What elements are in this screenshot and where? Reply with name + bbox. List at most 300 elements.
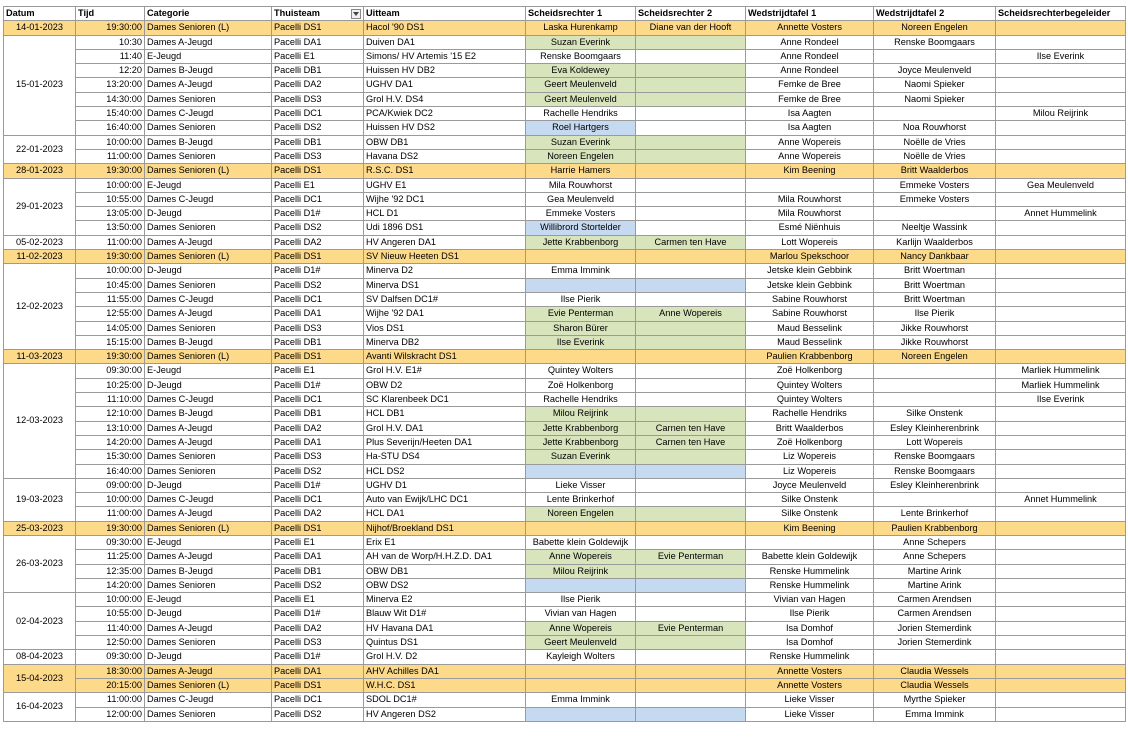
cell-scheidsrechter-2[interactable]: Carnen ten Have (636, 435, 746, 449)
cell-scheidsrechter-2[interactable]: Evie Penterman (636, 621, 746, 635)
cell-scheidsrechterbegeleider[interactable] (996, 550, 1126, 564)
cell-thuisteam[interactable]: Pacelli DS3 (272, 149, 364, 163)
cell-scheidsrechterbegeleider[interactable] (996, 636, 1126, 650)
cell-scheidsrechter-1[interactable]: Zoë Holkenborg (526, 378, 636, 392)
cell-uitteam[interactable]: Havana DS2 (364, 149, 526, 163)
cell-wedstrijdtafel-2[interactable] (874, 393, 996, 407)
cell-wedstrijdtafel-1[interactable]: Liz Wopereis (746, 464, 874, 478)
cell-scheidsrechterbegeleider[interactable] (996, 621, 1126, 635)
cell-scheidsrechter-1[interactable]: Suzan Everink (526, 450, 636, 464)
cell-wedstrijdtafel-1[interactable]: Paulien Krabbenborg (746, 350, 874, 364)
cell-scheidsrechter-1[interactable]: Kayleigh Wolters (526, 650, 636, 664)
cell-scheidsrechter-2[interactable] (636, 478, 746, 492)
cell-scheidsrechterbegeleider[interactable] (996, 450, 1126, 464)
cell-categorie[interactable]: Dames A-Jeugd (145, 307, 272, 321)
header-scheidsrechterbegeleider[interactable]: Scheidsrechterbegeleider (996, 7, 1126, 21)
cell-scheidsrechter-1[interactable]: Babette klein Goldewijk (526, 535, 636, 549)
cell-scheidsrechterbegeleider[interactable] (996, 435, 1126, 449)
cell-scheidsrechter-2[interactable] (636, 221, 746, 235)
cell-tijd[interactable]: 12:50:00 (76, 636, 145, 650)
cell-uitteam[interactable]: SV Nieuw Heeten DS1 (364, 250, 526, 264)
cell-categorie[interactable]: Dames A-Jeugd (145, 35, 272, 49)
cell-thuisteam[interactable]: Pacelli E1 (272, 535, 364, 549)
cell-uitteam[interactable]: SC Klarenbeek DC1 (364, 393, 526, 407)
cell-scheidsrechterbegeleider[interactable] (996, 35, 1126, 49)
cell-thuisteam[interactable]: Pacelli DA2 (272, 507, 364, 521)
cell-thuisteam[interactable]: Pacelli D1# (272, 264, 364, 278)
cell-wedstrijdtafel-2[interactable]: Karlijn Waalderbos (874, 235, 996, 249)
cell-uitteam[interactable]: Nijhof/Broekland DS1 (364, 521, 526, 535)
cell-uitteam[interactable]: Ha-STU DS4 (364, 450, 526, 464)
cell-uitteam[interactable]: HV Angeren DA1 (364, 235, 526, 249)
cell-categorie[interactable]: D-Jeugd (145, 650, 272, 664)
cell-tijd[interactable]: 16:40:00 (76, 121, 145, 135)
cell-uitteam[interactable]: Udi 1896 DS1 (364, 221, 526, 235)
cell-tijd[interactable]: 11:40:00 (76, 621, 145, 635)
cell-tijd[interactable]: 10:30 (76, 35, 145, 49)
cell-scheidsrechterbegeleider[interactable] (996, 250, 1126, 264)
cell-wedstrijdtafel-1[interactable]: Sabine Rouwhorst (746, 307, 874, 321)
cell-scheidsrechter-2[interactable] (636, 578, 746, 592)
header-thuisteam[interactable] (272, 7, 364, 21)
cell-scheidsrechterbegeleider[interactable] (996, 507, 1126, 521)
cell-scheidsrechter-2[interactable] (636, 278, 746, 292)
cell-wedstrijdtafel-2[interactable]: Ilse Pierik (874, 307, 996, 321)
cell-scheidsrechter-2[interactable] (636, 378, 746, 392)
cell-wedstrijdtafel-1[interactable]: Femke de Bree (746, 92, 874, 106)
cell-wedstrijdtafel-2[interactable] (874, 107, 996, 121)
cell-scheidsrechter-1[interactable]: Mila Rouwhorst (526, 178, 636, 192)
cell-scheidsrechter-2[interactable] (636, 707, 746, 721)
cell-scheidsrechterbegeleider[interactable] (996, 264, 1126, 278)
cell-scheidsrechter-1[interactable]: Ilse Everink (526, 335, 636, 349)
cell-scheidsrechter-1[interactable] (526, 278, 636, 292)
cell-categorie[interactable]: D-Jeugd (145, 478, 272, 492)
cell-tijd[interactable]: 11:00:00 (76, 693, 145, 707)
cell-scheidsrechterbegeleider[interactable]: Marliek Hummelink (996, 378, 1126, 392)
cell-scheidsrechter-1[interactable] (526, 350, 636, 364)
cell-scheidsrechterbegeleider[interactable] (996, 135, 1126, 149)
cell-wedstrijdtafel-2[interactable]: Noreen Engelen (874, 350, 996, 364)
cell-uitteam[interactable]: HCL DB1 (364, 407, 526, 421)
cell-categorie[interactable]: D-Jeugd (145, 207, 272, 221)
cell-wedstrijdtafel-1[interactable]: Silke Onstenk (746, 493, 874, 507)
cell-scheidsrechterbegeleider[interactable] (996, 678, 1126, 692)
header-scheidsrechter-1[interactable]: Scheidsrechter 1 (526, 7, 636, 21)
cell-wedstrijdtafel-2[interactable]: Anne Schepers (874, 550, 996, 564)
cell-scheidsrechter-2[interactable] (636, 250, 746, 264)
cell-wedstrijdtafel-1[interactable]: Vivian van Hagen (746, 593, 874, 607)
cell-scheidsrechterbegeleider[interactable]: Annet Hummelink (996, 207, 1126, 221)
cell-categorie[interactable]: Dames Senioren (145, 464, 272, 478)
cell-uitteam[interactable]: Wijhe '92 DC1 (364, 192, 526, 206)
cell-uitteam[interactable]: OBW DB1 (364, 564, 526, 578)
cell-wedstrijdtafel-1[interactable]: Quintey Wolters (746, 393, 874, 407)
cell-scheidsrechter-1[interactable]: Ilse Pierik (526, 593, 636, 607)
cell-wedstrijdtafel-2[interactable]: Neeltje Wassink (874, 221, 996, 235)
cell-uitteam[interactable]: OBW DB1 (364, 135, 526, 149)
cell-tijd[interactable]: 14:30:00 (76, 92, 145, 106)
cell-scheidsrechter-2[interactable] (636, 678, 746, 692)
cell-tijd[interactable]: 10:00:00 (76, 493, 145, 507)
cell-wedstrijdtafel-1[interactable]: Isa Domhof (746, 636, 874, 650)
cell-thuisteam[interactable]: Pacelli DC1 (272, 107, 364, 121)
cell-uitteam[interactable]: Grol H.V. DS4 (364, 92, 526, 106)
cell-scheidsrechterbegeleider[interactable] (996, 407, 1126, 421)
cell-scheidsrechter-1[interactable]: Gea Meulenveld (526, 192, 636, 206)
cell-scheidsrechter-1[interactable]: Geert Meulenveld (526, 92, 636, 106)
cell-thuisteam[interactable]: Pacelli DS2 (272, 221, 364, 235)
cell-scheidsrechter-2[interactable] (636, 292, 746, 306)
cell-wedstrijdtafel-1[interactable]: Kim Beening (746, 164, 874, 178)
cell-scheidsrechter-1[interactable]: Emma Immink (526, 264, 636, 278)
cell-wedstrijdtafel-2[interactable]: Noa Rouwhorst (874, 121, 996, 135)
cell-wedstrijdtafel-1[interactable]: Annette Vosters (746, 664, 874, 678)
cell-wedstrijdtafel-2[interactable]: Lott Wopereis (874, 435, 996, 449)
cell-wedstrijdtafel-1[interactable]: Lieke Visser (746, 707, 874, 721)
cell-uitteam[interactable]: SDOL DC1# (364, 693, 526, 707)
cell-scheidsrechter-2[interactable] (636, 450, 746, 464)
cell-wedstrijdtafel-2[interactable]: Britt Woertman (874, 292, 996, 306)
cell-wedstrijdtafel-1[interactable]: Maud Besselink (746, 321, 874, 335)
cell-scheidsrechter-1[interactable]: Willibrord Stortelder (526, 221, 636, 235)
cell-wedstrijdtafel-1[interactable] (746, 178, 874, 192)
cell-scheidsrechterbegeleider[interactable]: Annet Hummelink (996, 493, 1126, 507)
cell-categorie[interactable]: Dames C-Jeugd (145, 107, 272, 121)
cell-thuisteam[interactable]: Pacelli E1 (272, 364, 364, 378)
cell-wedstrijdtafel-2[interactable]: Noëlle de Vries (874, 149, 996, 163)
cell-scheidsrechter-1[interactable]: Suzan Everink (526, 135, 636, 149)
cell-tijd[interactable]: 12:20 (76, 64, 145, 78)
cell-tijd[interactable]: 10:00:00 (76, 135, 145, 149)
cell-scheidsrechter-2[interactable] (636, 493, 746, 507)
cell-uitteam[interactable]: Quintus DS1 (364, 636, 526, 650)
cell-scheidsrechter-2[interactable]: Anne Wopereis (636, 307, 746, 321)
cell-categorie[interactable]: Dames C-Jeugd (145, 693, 272, 707)
cell-datum[interactable]: 08-04-2023 (4, 650, 76, 664)
cell-wedstrijdtafel-1[interactable]: Marlou Spekschoor (746, 250, 874, 264)
cell-uitteam[interactable]: Minerva E2 (364, 593, 526, 607)
cell-scheidsrechter-1[interactable]: Roel Hartgers (526, 121, 636, 135)
cell-tijd[interactable]: 14:20:00 (76, 578, 145, 592)
cell-scheidsrechter-2[interactable] (636, 207, 746, 221)
cell-uitteam[interactable]: HV Angeren DS2 (364, 707, 526, 721)
cell-uitteam[interactable]: HCL DA1 (364, 507, 526, 521)
cell-categorie[interactable]: Dames C-Jeugd (145, 393, 272, 407)
cell-scheidsrechterbegeleider[interactable] (996, 693, 1126, 707)
cell-scheidsrechter-2[interactable] (636, 464, 746, 478)
header-wedstrijdtafel-2[interactable]: Wedstrijdtafel 2 (874, 7, 996, 21)
cell-scheidsrechter-1[interactable]: Geert Meulenveld (526, 636, 636, 650)
cell-thuisteam[interactable]: Pacelli D1# (272, 207, 364, 221)
cell-scheidsrechterbegeleider[interactable] (996, 421, 1126, 435)
cell-wedstrijdtafel-2[interactable]: Esley Kleinherenbrink (874, 421, 996, 435)
cell-thuisteam[interactable]: Pacelli DS1 (272, 164, 364, 178)
cell-scheidsrechterbegeleider[interactable] (996, 78, 1126, 92)
cell-scheidsrechterbegeleider[interactable] (996, 221, 1126, 235)
cell-categorie[interactable]: Dames Senioren (L) (145, 250, 272, 264)
cell-categorie[interactable]: Dames Senioren (L) (145, 350, 272, 364)
cell-scheidsrechter-1[interactable]: Vivian van Hagen (526, 607, 636, 621)
cell-wedstrijdtafel-2[interactable] (874, 207, 996, 221)
cell-thuisteam[interactable]: Pacelli DC1 (272, 493, 364, 507)
cell-uitteam[interactable]: Plus Severijn/Heeten DA1 (364, 435, 526, 449)
cell-thuisteam[interactable]: Pacelli DS2 (272, 121, 364, 135)
cell-thuisteam[interactable]: Pacelli DS1 (272, 678, 364, 692)
cell-categorie[interactable]: Dames B-Jeugd (145, 335, 272, 349)
cell-thuisteam[interactable]: Pacelli D1# (272, 607, 364, 621)
cell-categorie[interactable]: Dames B-Jeugd (145, 407, 272, 421)
cell-scheidsrechter-2[interactable] (636, 350, 746, 364)
cell-scheidsrechterbegeleider[interactable] (996, 149, 1126, 163)
cell-thuisteam[interactable]: Pacelli DS3 (272, 636, 364, 650)
cell-wedstrijdtafel-1[interactable]: Kim Beening (746, 521, 874, 535)
cell-scheidsrechter-1[interactable]: Ilse Pierik (526, 292, 636, 306)
cell-wedstrijdtafel-1[interactable]: Liz Wopereis (746, 450, 874, 464)
cell-tijd[interactable]: 11:00:00 (76, 507, 145, 521)
cell-scheidsrechter-2[interactable] (636, 178, 746, 192)
cell-wedstrijdtafel-2[interactable]: Britt Waalderbos (874, 164, 996, 178)
cell-wedstrijdtafel-1[interactable]: Mila Rouwhorst (746, 207, 874, 221)
cell-wedstrijdtafel-1[interactable]: Anne Wopereis (746, 135, 874, 149)
cell-tijd[interactable]: 19:30:00 (76, 21, 145, 35)
cell-datum[interactable]: 12-02-2023 (4, 264, 76, 350)
cell-datum[interactable]: 26-03-2023 (4, 535, 76, 592)
cell-thuisteam[interactable]: Pacelli DB1 (272, 407, 364, 421)
cell-scheidsrechterbegeleider[interactable] (996, 121, 1126, 135)
cell-scheidsrechter-1[interactable]: Jette Krabbenborg (526, 235, 636, 249)
cell-scheidsrechterbegeleider[interactable] (996, 92, 1126, 106)
cell-scheidsrechter-2[interactable] (636, 393, 746, 407)
cell-scheidsrechter-2[interactable] (636, 64, 746, 78)
cell-scheidsrechter-1[interactable]: Anne Wopereis (526, 621, 636, 635)
cell-wedstrijdtafel-1[interactable]: Rachelle Hendriks (746, 407, 874, 421)
cell-wedstrijdtafel-2[interactable]: Carmen Arendsen (874, 593, 996, 607)
cell-datum[interactable]: 22-01-2023 (4, 135, 76, 164)
filter-dropdown-icon[interactable] (351, 9, 361, 19)
cell-categorie[interactable]: D-Jeugd (145, 264, 272, 278)
cell-categorie[interactable]: Dames Senioren (L) (145, 164, 272, 178)
cell-scheidsrechterbegeleider[interactable] (996, 650, 1126, 664)
cell-scheidsrechter-2[interactable] (636, 121, 746, 135)
cell-wedstrijdtafel-2[interactable]: Naomi Spieker (874, 92, 996, 106)
cell-wedstrijdtafel-1[interactable]: Jetske klein Gebbink (746, 264, 874, 278)
cell-scheidsrechter-1[interactable]: Lieke Visser (526, 478, 636, 492)
cell-uitteam[interactable]: UGHV DA1 (364, 78, 526, 92)
cell-wedstrijdtafel-2[interactable]: Joyce Meulenveld (874, 64, 996, 78)
cell-scheidsrechterbegeleider[interactable] (996, 593, 1126, 607)
cell-wedstrijdtafel-1[interactable]: Babette klein Goldewijk (746, 550, 874, 564)
cell-datum[interactable]: 12-03-2023 (4, 364, 76, 478)
cell-wedstrijdtafel-1[interactable]: Anne Rondeel (746, 35, 874, 49)
cell-uitteam[interactable]: Vios DS1 (364, 321, 526, 335)
cell-scheidsrechter-2[interactable] (636, 507, 746, 521)
cell-wedstrijdtafel-2[interactable]: Lente Brinkerhof (874, 507, 996, 521)
cell-datum[interactable]: 29-01-2023 (4, 178, 76, 235)
cell-scheidsrechterbegeleider[interactable] (996, 564, 1126, 578)
cell-uitteam[interactable]: PCA/Kwiek DC2 (364, 107, 526, 121)
cell-tijd[interactable]: 20:15:00 (76, 678, 145, 692)
cell-wedstrijdtafel-2[interactable]: Emmeke Vosters (874, 192, 996, 206)
cell-tijd[interactable]: 09:30:00 (76, 535, 145, 549)
cell-uitteam[interactable]: Avanti Wilskracht DS1 (364, 350, 526, 364)
cell-thuisteam[interactable]: Pacelli D1# (272, 478, 364, 492)
cell-wedstrijdtafel-1[interactable]: Esmé Niënhuis (746, 221, 874, 235)
cell-scheidsrechter-2[interactable] (636, 593, 746, 607)
cell-scheidsrechter-2[interactable] (636, 264, 746, 278)
cell-scheidsrechter-2[interactable] (636, 535, 746, 549)
cell-wedstrijdtafel-2[interactable]: Noëlle de Vries (874, 135, 996, 149)
cell-scheidsrechter-1[interactable]: Milou Reijrink (526, 564, 636, 578)
cell-categorie[interactable]: Dames Senioren (L) (145, 21, 272, 35)
cell-wedstrijdtafel-1[interactable]: Renske Hummelink (746, 650, 874, 664)
cell-datum[interactable]: 16-04-2023 (4, 693, 76, 722)
cell-scheidsrechter-1[interactable] (526, 578, 636, 592)
cell-thuisteam[interactable]: Pacelli E1 (272, 178, 364, 192)
cell-uitteam[interactable]: HCL DS2 (364, 464, 526, 478)
cell-uitteam[interactable]: Grol H.V. E1# (364, 364, 526, 378)
cell-thuisteam[interactable]: Pacelli DA1 (272, 35, 364, 49)
cell-scheidsrechter-1[interactable]: Noreen Engelen (526, 149, 636, 163)
cell-thuisteam[interactable]: Pacelli DC1 (272, 192, 364, 206)
cell-scheidsrechter-2[interactable] (636, 149, 746, 163)
cell-thuisteam[interactable]: Pacelli DA2 (272, 235, 364, 249)
cell-scheidsrechterbegeleider[interactable] (996, 478, 1126, 492)
cell-scheidsrechter-2[interactable] (636, 364, 746, 378)
cell-scheidsrechterbegeleider[interactable] (996, 521, 1126, 535)
cell-thuisteam[interactable]: Pacelli DB1 (272, 335, 364, 349)
cell-wedstrijdtafel-1[interactable]: Femke de Bree (746, 78, 874, 92)
cell-wedstrijdtafel-1[interactable] (746, 535, 874, 549)
cell-scheidsrechterbegeleider[interactable] (996, 607, 1126, 621)
cell-tijd[interactable]: 15:15:00 (76, 335, 145, 349)
cell-wedstrijdtafel-1[interactable]: Maud Besselink (746, 335, 874, 349)
cell-thuisteam[interactable]: Pacelli DS2 (272, 707, 364, 721)
cell-datum[interactable]: 05-02-2023 (4, 235, 76, 249)
cell-scheidsrechter-1[interactable] (526, 521, 636, 535)
cell-scheidsrechter-1[interactable]: Sharon Bürer (526, 321, 636, 335)
cell-wedstrijdtafel-2[interactable]: Jikke Rouwhorst (874, 321, 996, 335)
cell-scheidsrechterbegeleider[interactable] (996, 707, 1126, 721)
cell-scheidsrechter-2[interactable] (636, 693, 746, 707)
cell-scheidsrechter-1[interactable]: Renske Boomgaars (526, 49, 636, 63)
header-uitteam[interactable]: Uitteam (364, 7, 526, 21)
cell-scheidsrechterbegeleider[interactable] (996, 292, 1126, 306)
cell-categorie[interactable]: Dames C-Jeugd (145, 292, 272, 306)
cell-tijd[interactable]: 11:10:00 (76, 393, 145, 407)
header-scheidsrechter-2[interactable]: Scheidsrechter 2 (636, 7, 746, 21)
cell-scheidsrechter-2[interactable] (636, 78, 746, 92)
cell-tijd[interactable]: 12:10:00 (76, 407, 145, 421)
header-categorie[interactable]: Categorie (145, 7, 272, 21)
cell-categorie[interactable]: D-Jeugd (145, 378, 272, 392)
cell-thuisteam[interactable]: Pacelli DA1 (272, 550, 364, 564)
cell-scheidsrechterbegeleider[interactable]: Milou Reijrink (996, 107, 1126, 121)
cell-scheidsrechter-2[interactable] (636, 407, 746, 421)
cell-datum[interactable]: 11-02-2023 (4, 250, 76, 264)
cell-categorie[interactable]: Dames Senioren (145, 636, 272, 650)
cell-wedstrijdtafel-2[interactable]: Naomi Spieker (874, 78, 996, 92)
cell-wedstrijdtafel-2[interactable] (874, 650, 996, 664)
cell-thuisteam[interactable]: Pacelli E1 (272, 593, 364, 607)
cell-thuisteam[interactable]: Pacelli DS1 (272, 350, 364, 364)
cell-scheidsrechter-1[interactable]: Suzan Everink (526, 35, 636, 49)
cell-categorie[interactable]: Dames A-Jeugd (145, 235, 272, 249)
cell-wedstrijdtafel-1[interactable]: Isa Aagten (746, 121, 874, 135)
cell-thuisteam[interactable]: Pacelli DS3 (272, 321, 364, 335)
cell-thuisteam[interactable]: Pacelli DA2 (272, 421, 364, 435)
cell-scheidsrechter-1[interactable]: Rachelle Hendriks (526, 107, 636, 121)
cell-scheidsrechter-1[interactable]: Harrie Hamers (526, 164, 636, 178)
cell-datum[interactable]: 19-03-2023 (4, 478, 76, 521)
cell-wedstrijdtafel-2[interactable] (874, 493, 996, 507)
cell-wedstrijdtafel-2[interactable]: Claudia Wessels (874, 664, 996, 678)
cell-wedstrijdtafel-2[interactable]: Silke Onstenk (874, 407, 996, 421)
cell-thuisteam[interactable]: Pacelli DS1 (272, 250, 364, 264)
cell-tijd[interactable]: 12:55:00 (76, 307, 145, 321)
header-wedstrijdtafel-1[interactable]: Wedstrijdtafel 1 (746, 7, 874, 21)
cell-tijd[interactable]: 14:05:00 (76, 321, 145, 335)
cell-scheidsrechter-1[interactable]: Jette Krabbenborg (526, 421, 636, 435)
cell-scheidsrechterbegeleider[interactable] (996, 350, 1126, 364)
cell-categorie[interactable]: D-Jeugd (145, 607, 272, 621)
cell-scheidsrechter-1[interactable]: Jette Krabbenborg (526, 435, 636, 449)
cell-scheidsrechter-2[interactable] (636, 92, 746, 106)
cell-datum[interactable]: 02-04-2023 (4, 593, 76, 650)
cell-categorie[interactable]: Dames B-Jeugd (145, 64, 272, 78)
cell-thuisteam[interactable]: Pacelli DS3 (272, 92, 364, 106)
cell-scheidsrechter-2[interactable] (636, 335, 746, 349)
cell-thuisteam[interactable]: Pacelli DA1 (272, 307, 364, 321)
cell-wedstrijdtafel-1[interactable]: Anne Wopereis (746, 149, 874, 163)
cell-uitteam[interactable]: R.S.C. DS1 (364, 164, 526, 178)
cell-scheidsrechter-2[interactable] (636, 664, 746, 678)
cell-tijd[interactable]: 13:10:00 (76, 421, 145, 435)
cell-wedstrijdtafel-2[interactable]: Renske Boomgaars (874, 35, 996, 49)
cell-scheidsrechter-2[interactable] (636, 164, 746, 178)
cell-tijd[interactable]: 16:40:00 (76, 464, 145, 478)
cell-wedstrijdtafel-1[interactable]: Renske Hummelink (746, 578, 874, 592)
cell-datum[interactable]: 25-03-2023 (4, 521, 76, 535)
cell-categorie[interactable]: Dames Senioren (145, 707, 272, 721)
cell-tijd[interactable]: 15:40:00 (76, 107, 145, 121)
cell-tijd[interactable]: 10:00:00 (76, 593, 145, 607)
cell-scheidsrechterbegeleider[interactable]: Ilse Everink (996, 49, 1126, 63)
cell-wedstrijdtafel-1[interactable]: Anne Rondeel (746, 64, 874, 78)
cell-tijd[interactable]: 18:30:00 (76, 664, 145, 678)
cell-wedstrijdtafel-1[interactable]: Silke Onstenk (746, 507, 874, 521)
cell-uitteam[interactable]: Grol H.V. D2 (364, 650, 526, 664)
cell-datum[interactable]: 15-04-2023 (4, 664, 76, 693)
cell-wedstrijdtafel-1[interactable]: Lott Wopereis (746, 235, 874, 249)
cell-tijd[interactable]: 19:30:00 (76, 250, 145, 264)
cell-wedstrijdtafel-1[interactable]: Anne Rondeel (746, 49, 874, 63)
cell-uitteam[interactable]: Grol H.V. DA1 (364, 421, 526, 435)
cell-wedstrijdtafel-2[interactable]: Nancy Dankbaar (874, 250, 996, 264)
cell-scheidsrechter-1[interactable]: Rachelle Hendriks (526, 393, 636, 407)
cell-thuisteam[interactable]: Pacelli DC1 (272, 393, 364, 407)
cell-wedstrijdtafel-2[interactable]: Myrthe Spieker (874, 693, 996, 707)
cell-scheidsrechter-1[interactable]: Anne Wopereis (526, 550, 636, 564)
cell-scheidsrechter-1[interactable] (526, 707, 636, 721)
cell-scheidsrechter-2[interactable] (636, 321, 746, 335)
cell-wedstrijdtafel-1[interactable]: Annette Vosters (746, 21, 874, 35)
cell-thuisteam[interactable]: Pacelli DC1 (272, 693, 364, 707)
cell-scheidsrechter-1[interactable] (526, 664, 636, 678)
cell-scheidsrechter-1[interactable]: Lente Brinkerhof (526, 493, 636, 507)
cell-uitteam[interactable]: Minerva DB2 (364, 335, 526, 349)
cell-scheidsrechter-2[interactable] (636, 607, 746, 621)
